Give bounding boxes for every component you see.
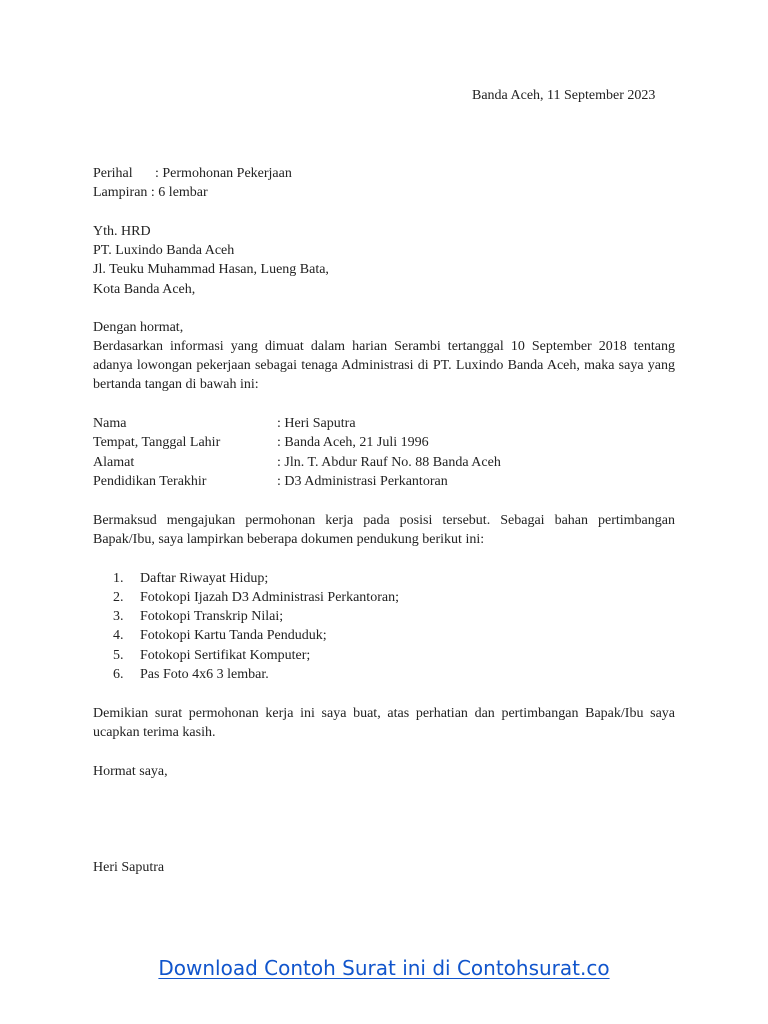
identity-label: Pendidikan Terakhir — [93, 474, 207, 489]
list-text: Fotokopi Kartu Tanda Penduduk; — [140, 628, 327, 643]
identity-label: Tempat, Tanggal Lahir — [93, 435, 221, 450]
purpose-paragraph: Bermaksud mengajukan permohonan kerja pada posisi tersebut. Sebagai bahan pertimbangan Bapak/Ibu, saya lampirkan beberapa dokumen pendukung berikut ini: — [93, 513, 675, 547]
identity-value: : Jln. T. Abdur Rauf No. 88 Banda Aceh — [277, 455, 501, 470]
list-item — [113, 588, 399, 607]
list-number: 5. — [113, 648, 124, 663]
recipient-line: PT. Luxindo Banda Aceh — [93, 243, 235, 258]
list-text: Fotokopi Sertifikat Komputer; — [140, 648, 311, 663]
download-link[interactable]: Download Contoh Surat ini di Contohsurat.co — [158, 956, 610, 980]
identity-label: Alamat — [93, 455, 135, 470]
list-item — [113, 607, 283, 626]
closing-paragraph: Demikian surat permohonan kerja ini saya buat, atas perhatian dan pertimbangan Bapak/Ibu saya ucapkan terima kasih. — [93, 706, 675, 740]
signature-name: Heri Saputra — [93, 860, 165, 875]
list-item — [113, 626, 327, 645]
identity-label: Nama — [93, 416, 127, 431]
identity-value: : D3 Administrasi Perkantoran — [277, 474, 448, 489]
intro-paragraph: Berdasarkan informasi yang dimuat dalam harian Serambi tertanggal 10 September 2018 tentang adanya lowongan pekerjaan sebagai tenaga Administrasi di PT. Luxindo Banda Aceh, maka saya yang bertanda tangan di bawah ini: — [93, 339, 675, 392]
list-item — [113, 569, 268, 588]
list-item — [113, 665, 269, 684]
list-text: Fotokopi Ijazah D3 Administrasi Perkantoran; — [140, 590, 399, 605]
list-number: 3. — [113, 609, 124, 624]
identity-value: : Heri Saputra — [277, 416, 356, 431]
recipient-line: Kota Banda Aceh, — [93, 282, 196, 297]
identity-value: : Banda Aceh, 21 Juli 1996 — [277, 435, 429, 450]
list-number: 4. — [113, 628, 124, 643]
lampiran-row: Lampiran : 6 lembar — [93, 185, 208, 200]
letter-date: Banda Aceh, 11 September 2023 — [472, 88, 656, 103]
perihal-value: : Permohonan Pekerjaan — [155, 166, 292, 181]
list-text: Pas Foto 4x6 3 lembar. — [140, 667, 269, 682]
list-number: 1. — [113, 571, 124, 586]
greeting: Dengan hormat, — [93, 320, 184, 335]
perihal-row — [93, 164, 292, 183]
list-number: 6. — [113, 667, 124, 682]
list-number: 2. — [113, 590, 124, 605]
list-item — [113, 646, 310, 665]
list-text: Daftar Riwayat Hidup; — [140, 571, 269, 586]
recipient-line: Yth. HRD — [93, 224, 151, 239]
perihal-label: Perihal — [93, 166, 133, 181]
list-text: Fotokopi Transkrip Nilai; — [140, 609, 284, 624]
sign-off: Hormat saya, — [93, 764, 168, 779]
recipient-line: Jl. Teuku Muhammad Hasan, Lueng Bata, — [93, 262, 329, 277]
